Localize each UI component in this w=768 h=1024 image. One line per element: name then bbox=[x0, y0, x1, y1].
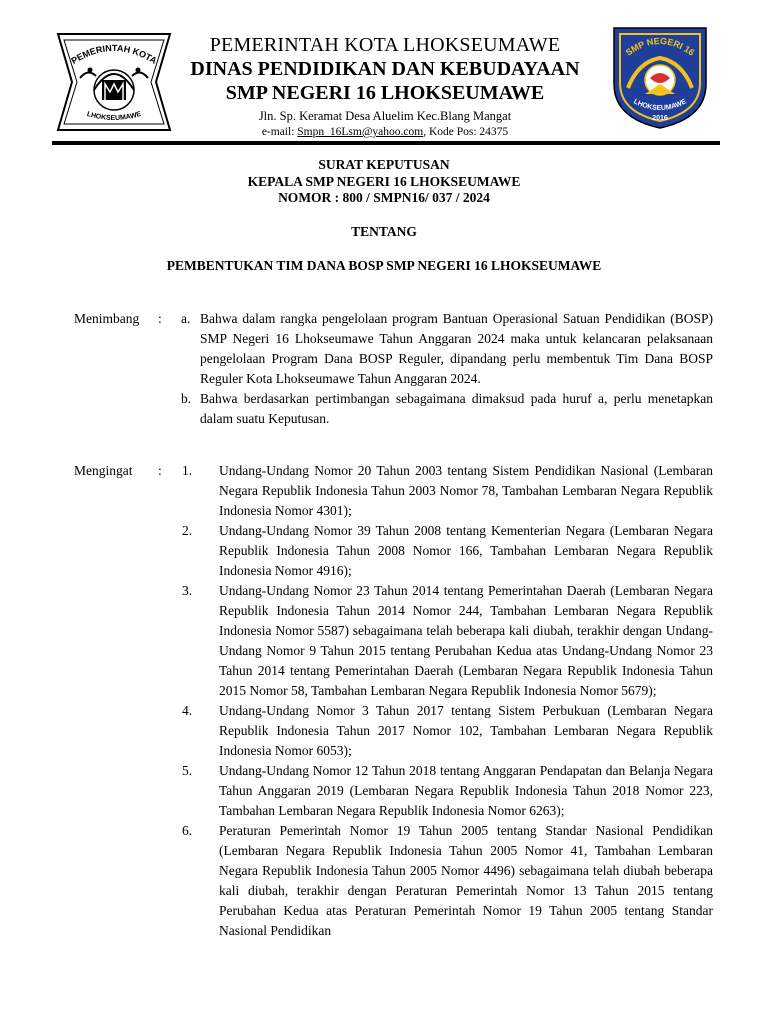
item-text: Undang-Undang Nomor 12 Tahun 2018 tentang Anggaran Pendapatan dan Belanja Negara Tahun Anggaran 2019 (Lembaran Negara Republik Indonesia Tahun 2018 Nomor 223, Tambahan Lembaran Negara Republik Indonesia Nomor 6263); bbox=[219, 763, 713, 818]
decree-type: SURAT KEPUTUSAN bbox=[318, 157, 450, 172]
contact-line bbox=[160, 125, 610, 140]
school-address: Jln. Sp. Keramat Desa Aluelim Kec.Blang Mangat bbox=[258, 109, 512, 123]
mengingat-item bbox=[74, 821, 724, 941]
item-number: 3. bbox=[182, 583, 193, 598]
school-emblem-icon bbox=[608, 22, 712, 132]
menimbang-item bbox=[74, 309, 724, 389]
letterhead-text bbox=[160, 33, 610, 140]
item-marker: a. bbox=[181, 311, 191, 326]
mengingat-item bbox=[74, 581, 724, 701]
school-name: SMP NEGERI 16 LHOKSEUMAWE bbox=[225, 82, 545, 104]
government-name: PEMERINTAH KOTA LHOKSEUMAWE bbox=[209, 34, 561, 56]
item-text: Undang-Undang Nomor 23 Tahun 2014 tentang Pemerintahan Daerah (Lembaran Negara Republik Indonesia Tahun 2014 Nomor 244, Tambahan Lembaran Negara Republik Indonesia Nomor 5587) sebagaimana telah beberapa kali diubah, terakhir dengan Undang-Undang Nomor 9 Tahun 2015 tentang Perubahan Kedua atas Undang-Undang Nomor 23 Tahun 2014 tentang Pemerintahan Daerah (Lembaran Negara Republik Indonesia Tahun 2015 Nomor 58, Tambahan Lembaran Negara Republik Indonesia Nomor 5679); bbox=[219, 583, 713, 698]
mengingat-section bbox=[74, 461, 724, 941]
emblem-top-text: PEMERINTAH KOTA bbox=[69, 42, 159, 66]
school-emblem-top-text: SMP NEGERI 16 bbox=[623, 35, 697, 58]
decree-title bbox=[0, 157, 768, 207]
letterhead bbox=[0, 0, 768, 140]
email-link[interactable]: Smpn_16Lsm@yahoo.com bbox=[297, 126, 424, 138]
item-text: Undang-Undang Nomor 39 Tahun 2008 tentang Kementerian Negara (Lembaran Negara Republik Indonesia Tahun 2008 Nomor 166, Tambahan Lembaran Negara Republik Indonesia Nomor 4916); bbox=[219, 523, 713, 578]
item-text: Peraturan Pemerintah Nomor 19 Tahun 2005 tentang Standar Nasional Pendidikan (Lembaran Negara Republik Indonesia Tahun 2005 Nomor 41, Tambahan Lembaran Negara Republik Indonesia Tahun 2005 Nomor 4496) sebagaimana telah diubah beberapa kali diubah, terakhir dengan Peraturan Pemerintah Nomor 13 Tahun 2015 tentang Perubahan Kedua atas Peraturan Pemerintah Nomor 19 Tahun 2005 tentang Standar Nasional Pendidikan bbox=[219, 823, 713, 938]
emblem-bottom-text: LHOKSEUMAWE bbox=[85, 110, 143, 123]
mengingat-item bbox=[74, 521, 724, 581]
menimbang-label: Menimbang bbox=[74, 311, 140, 326]
item-text: Undang-Undang Nomor 20 Tahun 2003 tentang Sistem Pendidikan Nasional (Lembaran Negara Republik Indonesia Tahun 2003 Nomor 78, Tambahan Lembaran Negara Republik Indonesia Nomor 4301); bbox=[219, 463, 713, 518]
item-number: 1. bbox=[182, 463, 193, 478]
postal-code: , Kode Pos: 24375 bbox=[423, 126, 509, 138]
item-text: Undang-Undang Nomor 3 Tahun 2017 tentang Sistem Perbukuan (Lembaran Negara Republik Indonesia Tahun 2017 Nomor 102, Tambahan Lembaran Negara Republik Indonesia Nomor 6053); bbox=[219, 703, 713, 758]
item-text: Bahwa dalam rangka pengelolaan program Bantuan Operasional Satuan Pendidikan (BOSP) SMP Negeri 16 Lhokseumawe Tahun Anggaran 2024 maka untuk kelancaran pelaksanaan pengelolaan Program Dana BOSP Reguler, dipandang perlu membentuk Tim Dana BOSP Reguler Kota Lhokseumawe Tahun Anggaran 2024. bbox=[200, 311, 713, 386]
decree-subject: PEMBENTUKAN TIM DANA BOSP SMP NEGERI 16 LHOKSEUMAWE bbox=[166, 258, 602, 273]
menimbang-colon: : bbox=[158, 311, 162, 326]
mengingat-colon: : bbox=[158, 463, 162, 478]
letterhead-divider bbox=[52, 141, 720, 145]
item-number: 6. bbox=[182, 823, 193, 838]
item-number: 2. bbox=[182, 523, 193, 538]
tentang-heading: TENTANG bbox=[351, 224, 417, 239]
school-emblem-bottom-text: LHOKSEUMAWE bbox=[632, 98, 688, 113]
item-number: 5. bbox=[182, 763, 193, 778]
mengingat-item bbox=[74, 701, 724, 761]
menimbang-section bbox=[74, 309, 724, 429]
decree-number: NOMOR : 800 / SMPN16/ 037 / 2024 bbox=[278, 190, 490, 205]
mengingat-item bbox=[74, 761, 724, 821]
decree-issuer: KEPALA SMP NEGERI 16 LHOKSEUMAWE bbox=[247, 173, 521, 189]
item-marker: b. bbox=[181, 391, 192, 406]
item-number: 4. bbox=[182, 703, 193, 718]
pemerintah-kota-emblem-icon bbox=[52, 30, 176, 134]
menimbang-item bbox=[74, 389, 724, 429]
department-name: DINAS PENDIDIKAN DAN KEBUDAYAAN bbox=[190, 58, 580, 80]
mengingat-label: Mengingat bbox=[74, 463, 133, 478]
mengingat-item bbox=[74, 461, 724, 521]
school-emblem-year: 2016 bbox=[652, 115, 668, 122]
item-text: Bahwa berdasarkan pertimbangan sebagaimana dimaksud pada huruf a, perlu menetapkan dalam suatu Keputusan. bbox=[200, 391, 713, 426]
email-prefix: e-mail: bbox=[261, 126, 298, 138]
